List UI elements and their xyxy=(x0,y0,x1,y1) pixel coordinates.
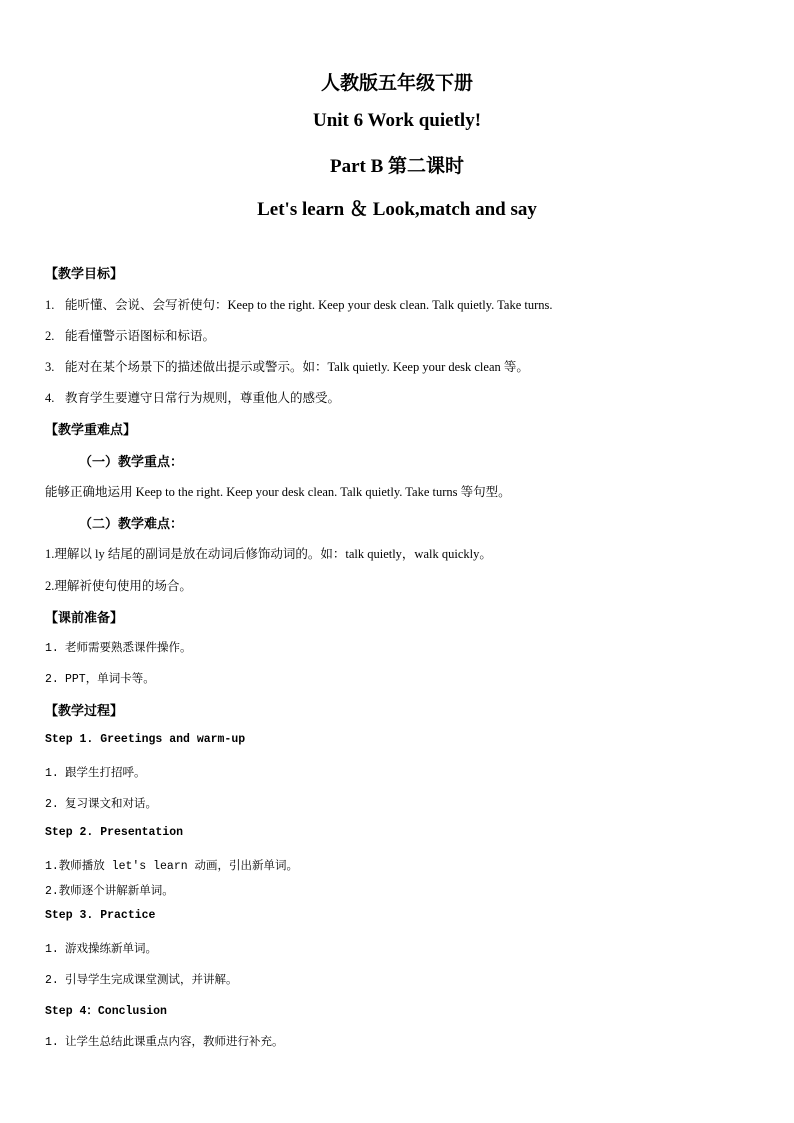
process-heading: 【教学过程】 xyxy=(45,703,124,718)
objective-item: 1. 能听懂、会说、会写祈使句：Keep to the right. Keep your desk clean. Talk quietly. Take turns. xyxy=(45,298,553,312)
step-item: 2. 复习课文和对话。 xyxy=(45,798,157,811)
step-item: 2. 引导学生完成课堂测试，并讲解。 xyxy=(45,974,238,987)
step-2-heading: Step 2. Presentation xyxy=(45,826,184,839)
focus-heading: （一）教学重点： xyxy=(79,454,184,469)
focus-text: 能够正确地运用 Keep to the right. Keep your desk clean. Talk quietly. Take turns 等句型。 xyxy=(45,485,511,499)
preparation-item: 1. 老师需要熟悉课件操作。 xyxy=(45,642,192,655)
step-4-heading: Step 4：Conclusion xyxy=(45,1005,167,1018)
objective-item: 3. 能对在某个场景下的描述做出提示或警示。如：Talk quietly. Keep your desk clean 等。 xyxy=(45,360,529,374)
preparation-heading: 【课前准备】 xyxy=(45,610,124,625)
step-item: 1. 游戏操练新单词。 xyxy=(45,943,157,956)
objectives-heading: 【教学目标】 xyxy=(45,266,124,281)
difficulty-item: 2.理解祈使句使用的场合。 xyxy=(45,579,192,593)
preparation-item: 2. PPT，单词卡等。 xyxy=(45,673,155,686)
step-3-heading: Step 3. Practice xyxy=(45,909,156,922)
key-points-heading: 【教学重难点】 xyxy=(45,422,137,437)
unit-title: Unit 6 Work quietly! xyxy=(312,110,482,131)
step-item: 1.教师播放 let's learn 动画，引出新单词。 xyxy=(45,860,299,873)
objective-item: 2. 能看懂警示语图标和标语。 xyxy=(45,329,216,343)
document-title: 人教版五年级下册 xyxy=(320,73,473,94)
step-item: 1. 让学生总结此课重点内容，教师进行补充。 xyxy=(45,1036,284,1049)
objective-item: 4. 教育学生要遵守日常行为规则，尊重他人的感受。 xyxy=(45,391,341,405)
lesson-title: Let's learn ＆ Look,match and say xyxy=(257,199,537,220)
difficulty-heading: （二）教学难点： xyxy=(79,516,184,531)
step-item: 2.教师逐个讲解新单词。 xyxy=(45,885,174,898)
step-item: 1. 跟学生打招呼。 xyxy=(45,767,146,780)
step-1-heading: Step 1. Greetings and warm-up xyxy=(45,733,246,746)
part-title: Part B 第二课时 xyxy=(329,156,465,177)
difficulty-item: 1.理解以 ly 结尾的副词是放在动词后修饰动词的。如：talk quietly，walk quickly。 xyxy=(45,547,492,561)
